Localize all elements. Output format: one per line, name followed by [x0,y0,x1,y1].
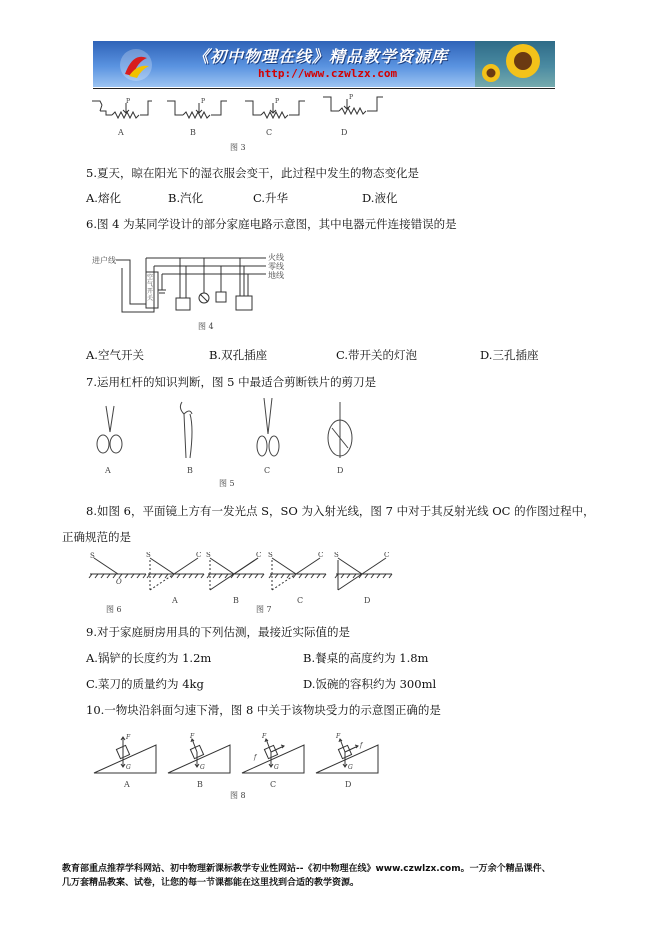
svg-text:C: C [318,552,324,559]
fig5-label-d: D [337,466,344,475]
svg-text:F: F [262,733,267,740]
q9-option-a: A.锅铲的长度约为 1.2m [86,651,212,665]
q5-stem: 5.夏天，晾在阳光下的湿衣服会变干，此过程中发生的物态变化是 [86,166,419,180]
svg-text:P: P [349,94,354,101]
header-banner [93,41,555,87]
svg-text:P: P [201,98,206,105]
fig6-caption: 图 6 [106,605,122,614]
fig4-label-neutral-wire: 零线 [268,262,284,271]
fig3-label-d: D [341,128,348,137]
scissors-d-icon [328,402,352,458]
svg-text:S: S [268,552,273,559]
sunflower-icon [475,41,555,87]
svg-text:C: C [256,552,262,559]
q5-option-b: B.汽化 [168,191,204,205]
fig8-label-d: D [345,780,352,789]
q9-option-d: D.饭碗的容积约为 300ml [303,677,437,691]
svg-text:S: S [206,552,211,559]
site-logo-icon [119,48,153,82]
fig7-label-d: D [364,596,371,605]
q5-option-a: A.熔化 [86,191,121,205]
fig4-label-incoming-line: 进户线 [92,256,116,265]
q6-option-a: A.空气开关 [86,348,144,362]
svg-text:P: P [275,98,280,105]
svg-text:f: f [360,742,363,749]
fig7-label-b: B [233,596,239,605]
q10-stem: 10.一物块沿斜面匀速下滑，图 8 中关于该物块受力的示意图正确的是 [86,703,441,717]
footer-line-2: 几万套精品教案、试卷，让您的每一节课都能在这里找到合适的教学资源。 [62,878,360,888]
fig8-label-b: B [197,780,203,789]
q7-stem: 7.运用杠杆的知识判断，图 5 中最适合剪断铁片的剪刀是 [86,375,377,389]
fig7-label-a: A [172,596,178,605]
svg-text:C: C [196,552,202,559]
fig4-label-ground-wire: 地线 [268,271,284,280]
fig4-label-air-switch: 空气开关 [147,274,154,302]
figure-4-household-circuit [86,246,296,334]
q9-option-b: B.餐桌的高度约为 1.8m [303,651,429,665]
banner-url: http://www.czwlzx.com [258,67,398,80]
svg-text:S: S [334,552,339,559]
figure-8-incline-forces [92,733,382,779]
svg-text:f: f [254,754,257,761]
fig3-label-c: C [266,128,273,137]
fig5-label-a: A [105,466,111,475]
footer-line-1: 教育部重点推荐学科网站、初中物理新课标教学专业性网站--《初中物理在线》www.czwlzx.com。一万余个精品课件、 [62,864,551,874]
q6-option-c: C.带开关的灯泡 [336,348,418,362]
fig5-label-b: B [187,466,193,475]
header-rule [93,88,555,89]
figure-5-scissors [86,398,376,466]
q5-option-c: C.升华 [253,191,289,205]
q9-option-c: C.菜刀的质量约为 4kg [86,677,204,691]
svg-text:G: G [274,764,279,771]
svg-text:S: S [146,552,151,559]
fig8-caption: 图 8 [230,791,246,800]
q8-stem-line2: 正确规范的是 [62,530,131,544]
fig7-label-c: C [297,596,304,605]
q5-option-d: D.液化 [362,191,398,205]
svg-text:C: C [384,552,390,559]
fig3-label-b: B [190,128,196,137]
fig4-label-live-wire: 火线 [268,253,284,262]
fig3-label-a: A [118,128,124,137]
fig8-label-c: C [270,780,277,789]
fig4-caption: 图 4 [198,322,214,331]
svg-text:S: S [90,552,95,560]
figure-6-7-reflection [86,552,396,604]
scissors-b-icon [180,402,192,458]
svg-text:O: O [116,578,122,586]
fig8-label-a: A [124,780,130,789]
q6-option-d: D.三孔插座 [480,348,539,362]
svg-text:G: G [348,764,353,771]
scissors-a-icon [97,406,122,453]
svg-text:G: G [200,764,205,771]
svg-text:F: F [336,733,341,740]
scissors-c-icon [257,398,279,456]
page-footer [62,862,602,890]
fig3-caption: 图 3 [230,143,246,152]
q6-stem: 6.图 4 为某同学设计的部分家庭电路示意图，其中电器元件连接错误的是 [86,217,457,231]
figure-3-circuits [85,93,415,153]
svg-text:F: F [190,733,195,740]
svg-text:G: G [126,764,131,771]
svg-text:P: P [126,98,131,105]
q9-stem: 9.对于家庭厨房用具的下列估测，最接近实际值的是 [86,625,350,639]
fig7-caption: 图 7 [256,605,272,614]
svg-text:F: F [126,734,131,741]
banner-title: 《初中物理在线》精品教学资源库 [193,47,449,66]
q6-option-b: B.双孔插座 [209,348,268,362]
fig5-label-c: C [264,466,271,475]
fig5-caption: 图 5 [219,479,235,488]
q8-stem-line1: 8.如图 6，平面镜上方有一发光点 S，SO 为入射光线，图 7 中对于其反射光线 OC 的作图过程中， [86,504,595,518]
